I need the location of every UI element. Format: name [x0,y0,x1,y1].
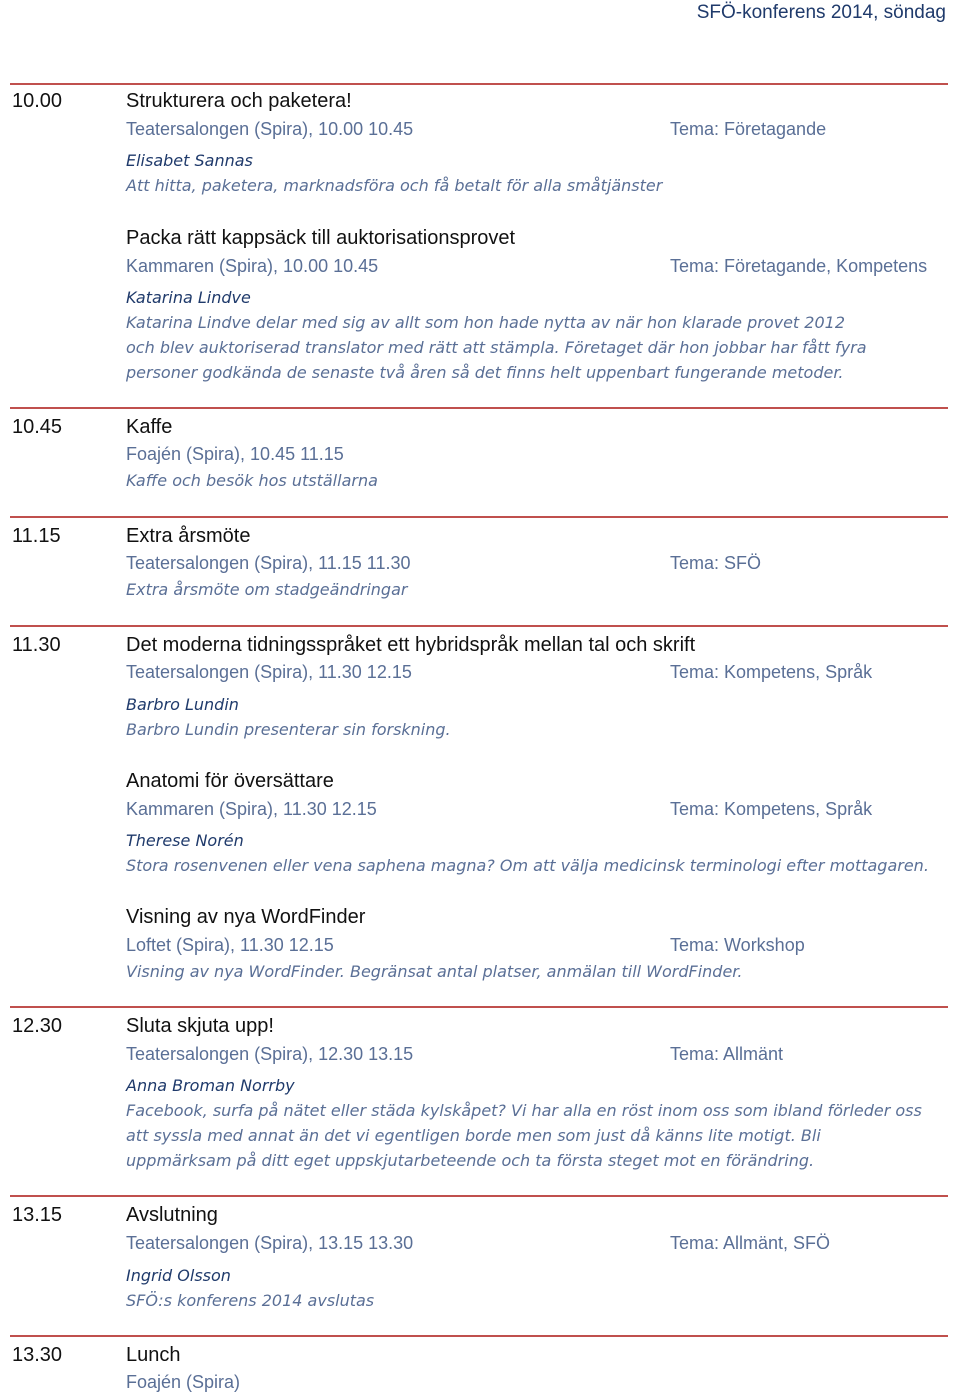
session-description: personer godkända de senaste två åren så det finns helt uppenbart fungerande metoder. [126,363,844,382]
session-theme: Tema: Företagande, Kompetens [670,256,928,276]
session-theme: Tema: SFÖ [670,553,762,573]
session-time: 11.30 [12,634,61,656]
session-description: och blev auktoriserad translator med rätt att stämpla. Företaget där hon jobbar har fått fyra [126,338,867,357]
session-venue: Teatersalongen (Spira), 11.15 11.30 [126,553,411,573]
session-venue: Loftet (Spira), 11.30 12.15 [126,935,334,955]
session-title: Visning av nya WordFinder [126,906,366,928]
page-header [0,0,960,28]
session-venue: Kammaren (Spira), 10.00 10.45 [126,256,379,276]
session-venue: Teatersalongen (Spira), 12.30 13.15 [126,1044,414,1064]
session-venue: Teatersalongen (Spira), 13.15 13.30 [126,1233,414,1253]
speaker-name: Ingrid Olsson [126,1266,231,1285]
section-divider [10,1335,948,1337]
session-venue: Teatersalongen (Spira), 10.00 10.45 [126,119,414,139]
session-venue: Kammaren (Spira), 11.30 12.15 [126,799,377,819]
session-description: Facebook, surfa på nätet eller städa kylskåpet? Vi har alla en röst inom oss som ibland förleder oss [126,1101,922,1120]
session-description: att syssla med annat än det vi egentligen borde men som just då känns lite motigt. Bli [126,1126,821,1145]
session-time: 13.15 [12,1204,63,1226]
session-title: Sluta skjuta upp! [126,1015,274,1037]
session-venue: Foajén (Spira) [126,1372,241,1392]
speaker-name: Elisabet Sannas [126,151,253,170]
session-title: Extra årsmöte [126,525,251,547]
section-divider [10,1006,948,1008]
session-title: Det moderna tidningsspråket ett hybridspråk mellan tal och skrift [126,634,696,656]
header-title: SFÖ-konferens 2014, söndag [696,2,946,23]
speaker-name: Anna Broman Norrby [126,1076,295,1095]
session-title: Kaffe [126,416,173,438]
session-description: Kaffe och besök hos utställarna [126,471,378,490]
section-divider [10,1195,948,1197]
session-title: Strukturera och paketera! [126,90,352,112]
speaker-name: Katarina Lindve [126,288,251,307]
session-description: Extra årsmöte om stadgeändringar [126,580,408,599]
session-title: Anatomi för översättare [126,770,334,792]
session-title: Packa rätt kappsäck till auktorisationsprovet [126,227,516,249]
session-time: 10.45 [12,416,63,438]
session-time: 12.30 [12,1015,63,1037]
session-description: SFÖ:s konferens 2014 avslutas [126,1291,375,1310]
session-description: Katarina Lindve delar med sig av allt som hon hade nytta av när hon klarade provet 2012 [126,313,845,332]
session-time: 10.00 [12,90,63,112]
session-description: uppmärksam på ditt eget uppskjutarbeteende och ta första steget mot en förändring. [126,1151,815,1170]
session-title: Lunch [126,1344,181,1366]
section-divider [10,625,948,627]
session-venue: Teatersalongen (Spira), 11.30 12.15 [126,662,412,682]
session-time: 11.15 [12,525,61,547]
session-theme: Tema: Allmänt [670,1044,784,1064]
session-venue: Foajén (Spira), 10.45 11.15 [126,444,344,464]
session-theme: Tema: Kompetens, Språk [670,662,873,682]
session-description: Stora rosenvenen eller vena saphena magna? Om att välja medicinsk terminologi efter mottagaren. [126,856,929,875]
section-divider [10,516,948,518]
session-time: 13.30 [12,1344,63,1366]
session-theme: Tema: Företagande [670,119,827,139]
section-divider [10,83,948,85]
session-description: Att hitta, paketera, marknadsföra och få betalt för alla småtjänster [126,176,663,195]
session-description: Visning av nya WordFinder. Begränsat antal platser, anmälan till WordFinder. [126,962,743,981]
section-divider [10,407,948,409]
session-theme: Tema: Allmänt, SFÖ [670,1233,831,1253]
session-theme: Tema: Workshop [670,935,805,955]
speaker-name: Therese Norén [126,831,244,850]
session-description: Barbro Lundin presenterar sin forskning. [126,720,451,739]
session-title: Avslutning [126,1204,218,1226]
speaker-name: Barbro Lundin [126,695,239,714]
session-theme: Tema: Kompetens, Språk [670,799,873,819]
